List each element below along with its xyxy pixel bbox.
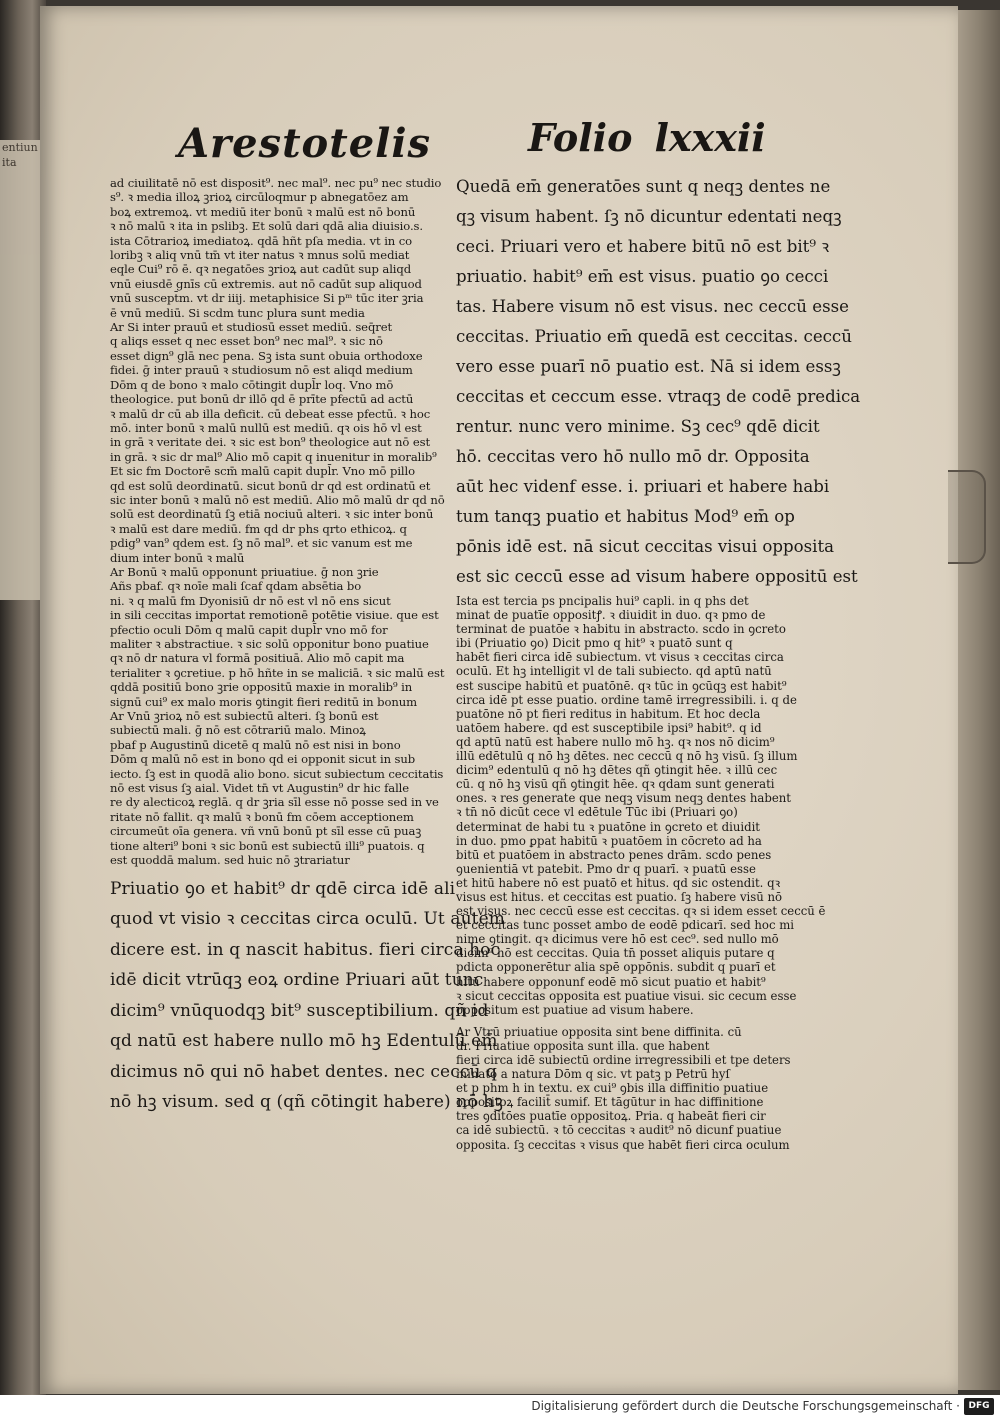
- commentary-line: circa idē pt esse puatio. ordine tamē irregressibili. i. q de: [456, 692, 797, 707]
- commentary-line: ē vnū mediū. Si scdm tunc plura sunt media: [110, 305, 365, 320]
- commentary-line: et p phm h in textu. ex cui⁹ ꝯbis illa diffinitio puatiue: [456, 1081, 769, 1096]
- text-line: quod vt visio ꝛ ceccitas circa oculū. Ut autem: [110, 909, 505, 929]
- commentary-line: sic inter bonū ꝛ malū nō est mediū. Alio mō malū dr qd nō: [110, 492, 445, 507]
- commentary-line: eqle Cui⁹ rō ē. qꝛ negatōes ꝫrioꝝ aut cadūt sup aliqd: [110, 262, 412, 277]
- commentary-line: loribꝫ ꝛ aliq vnū tm̄ vt iter natus ꝛ mnus solū mediat: [110, 248, 410, 263]
- commentary-line: ones. ꝛ res generate que neqꝫ visum neqꝫ dentes habent: [456, 791, 792, 806]
- commentary-line: circumeūt oīa genera. vñ vnū bonū pt sīl esse cū puaꝫ: [110, 824, 422, 839]
- commentary-line: opposita. ſꝫ ceccitas ꝛ visus que habēt fieri circa oculum: [456, 1137, 790, 1152]
- commentary-line: dr. Priuatiue opposita sunt illa. que habent: [456, 1038, 710, 1053]
- commentary-line: pfectio oculi Dōm q malū capit dupl̄r vno mō for: [110, 622, 388, 637]
- commentary-line: ni. ꝛ q malū fm Dyonisiū dr nō est vl nō ens sicut: [110, 593, 391, 608]
- commentary-line: [456, 1017, 790, 1025]
- commentary-line: puatōne nō pt fieri reditus in habitum. Et hoc decla: [456, 706, 761, 721]
- commentary-line: re dy alecticoꝝ reglā. q dr ꝫria sīl esse nō posse sed in ve: [110, 795, 439, 810]
- right-main-text-block: [456, 172, 861, 592]
- text-line: ceccitas et ceccum esse. vtraqꝫ de codē predica: [456, 387, 861, 406]
- text-line: Priuatio ꝯo et habit⁹ dr qdē circa idē ali: [110, 878, 456, 899]
- commentary-line: Ar Vnū ꝫrioꝝ nō est subiectū alteri. ſꝫ bonū est: [110, 709, 379, 724]
- commentary-line: oculū. Et hꝫ intelligit vl de tali subiecto. qd aptū natū: [456, 664, 772, 679]
- commentary-line: fidei. ḡ inter prauū ꝛ studiosum nō est aliqd medium: [110, 363, 413, 378]
- commentary-line: in grā. ꝛ sic dr mal⁹ Alio mō capit q inuenitur in moralib⁹: [110, 449, 437, 464]
- commentary-line: ibi (Priuatio ꝯo) Dicit pmo q hit⁹ ꝛ puatō sunt q: [456, 636, 733, 651]
- running-title-right: [528, 115, 766, 160]
- commentary-line: nime ꝯtingit. qꝛ dicimus vere hō est cec⁹. sed nullo mō: [456, 932, 779, 947]
- folio-label: Folio: [528, 115, 633, 160]
- commentary-line: minat de puatīe oppositꝭ. ꝛ diuidit in duo. qꝛ pmo de: [456, 608, 766, 623]
- commentary-line: ca idē subiectū. ꝛ tō ceccitas ꝛ audit⁹ nō dicunf puatiue: [456, 1123, 782, 1138]
- dfg-logo: DFG: [964, 1398, 994, 1415]
- right-text-column: [456, 172, 861, 1152]
- commentary-line: nō est visus ſꝫ aial. Videt tn̄ vt Augustin⁹ dr hic falle: [110, 781, 410, 796]
- commentary-line: Ar Si inter prauū et studiosū esset mediū. seq̄ret: [110, 320, 393, 335]
- commentary-line: habēt fieri circa idē subiectum. vt visus ꝛ ceccitas circa: [456, 650, 784, 665]
- page-edge-right: [958, 10, 1000, 1390]
- text-line: dicere est. in q nascit habitus. fieri circa hoc: [110, 939, 501, 960]
- commentary-line: subiectū mali. ḡ nō est cōtrariū malo. Minoꝝ: [110, 723, 366, 738]
- commentary-line: mō. inter bonū ꝛ malū nullū est mediū. qꝛ ois hō vl est: [110, 420, 422, 435]
- commentary-line: et hitū habere nō est puatō et hitus. qd sic ostendit. qꝛ: [456, 875, 781, 890]
- commentary-line: in grā ꝛ veritate dei. ꝛ sic est bon⁹ theologice aut nō est: [110, 435, 431, 450]
- text-line: rentur. nunc vero minime. Sꝫ cec⁹ qdē dicit: [456, 417, 820, 436]
- commentary-line: Ar Vtrū priuatiue opposita sint bene diffinita. cū: [456, 1024, 742, 1039]
- commentary-line: dium inter bonū ꝛ malū: [110, 550, 245, 565]
- text-line: priuatio. habit⁹ em̄ est visus. puatio ꝯo cecci: [456, 267, 829, 286]
- commentary-line: qd est solū deordinatū. sicut bonū dr qd est ordinatū et: [110, 478, 431, 493]
- commentary-line: s⁹. ꝛ media illoꝝ ꝫrioꝝ circūloqmur p abnegatōez am: [110, 190, 409, 205]
- commentary-line: tres ꝯditōes puatīe oppositoꝝ. Pria. q habeāt fieri cir: [456, 1109, 766, 1124]
- text-line: dicimus nō qui nō habet dentes. nec ceccū q: [110, 1061, 497, 1082]
- commentary-line: est suscipe habitū et puatōnē. qꝛ tūc in ꝯcūqꝫ est habit⁹: [456, 678, 787, 693]
- commentary-line: in duo. pmo ꝑpat habitū ꝛ puatōem in cōcreto ad ha: [456, 833, 762, 848]
- text-line: Quedā em̄ generatōes sunt q neqꝫ dentes ne: [456, 177, 831, 196]
- text-line: pōnis idē est. nā sicut ceccitas visui opposita: [456, 537, 835, 556]
- text-line: ceci. Priuari vero et habere bitū nō est bit⁹ ꝛ: [456, 237, 830, 256]
- commentary-line: Dōm q malū nō est in bono qd ei opponit sicut in sub: [110, 752, 416, 767]
- commentary-line: uatōem habere. qd est susceptibile ipsi⁹ habit⁹. q id: [456, 720, 762, 735]
- commentary-line: theologice. put bonū dr illō qd ē prīte pfectū ad actū: [110, 392, 414, 407]
- commentary-line: Ar Bonū ꝛ malū opponunt priuatiue. ḡ non ꝫrie: [110, 564, 379, 579]
- commentary-line: solū est deordinatū ſꝫ etiā nociuū alteri. ꝛ sic inter bonū: [110, 507, 434, 522]
- commentary-line: est quoddā malum. sed huic nō ꝫtrariatur: [110, 853, 350, 868]
- commentary-line: qd aptū natū est habere nullo mō hꝫ. qꝛ nos nō dicim⁹: [456, 734, 775, 749]
- commentary-line: ꝛ malū est dare mediū. fm qd dr phs qrto ethicoꝝ. q: [110, 521, 407, 536]
- commentary-line: qꝛ nō dr natura vl formā positiuā. Alio mō capit ma: [110, 651, 405, 666]
- commentary-line: ꝛ nō malū ꝛ ita in pslibꝫ. Et solū dari qdā alia diuisio.s.: [110, 219, 423, 234]
- commentary-line: dicim⁹ hō est ceccitas. Quia tn̄ posset aliquis putare q: [456, 946, 775, 961]
- commentary-line: q aliqs esset q nec esset bon⁹ nec mal⁹. ꝛ sic nō: [110, 334, 383, 349]
- text-line: idē dicit vtrūqꝫ eoꝝ ordine Priuari aūt tunc: [110, 970, 484, 990]
- text-line: nō hꝫ visum. sed q (qñ cōtingit habere) nō hꝫ: [110, 1092, 503, 1112]
- commentary-line: ꝛ tn̄ nō dicūt cece vl edētule Tūc ibi (Priuari ꝯo): [456, 805, 738, 820]
- commentary-line: boꝝ extremoꝝ. vt mediū iter bonū ꝛ malū est nō bonū: [110, 204, 416, 219]
- commentary-line: ista Cōtrarioꝝ imediatoꝝ. qdā hñt pſa media. vt in co: [110, 233, 413, 248]
- text-line: qd natū est habere nullo mō hꝫ Edentulū em̄: [110, 1031, 498, 1051]
- commentary-line: ꝯuenientiā vt patebit. Pmo dr q puarī. ꝛ puatū esse: [456, 861, 756, 876]
- text-line: tum tanqꝫ puatio et habitus Mod⁹ em̄ op: [456, 507, 795, 526]
- commentary-line: determinat de habi tu ꝛ puatōne in ꝯcreto et diuidit: [456, 819, 761, 834]
- footer-bar: [0, 1395, 1000, 1419]
- text-line: aūt hec videnf esse. i. priuari et habere habi: [456, 477, 830, 496]
- commentary-line: ꝛ sicut ceccitas opposita est puatiue visui. sic cecum esse: [456, 988, 797, 1003]
- commentary-line: ꝛ malū dr cū ab illa deficit. cū debeat esse pfectū. ꝛ hoc: [110, 406, 431, 421]
- text-line: vero esse puarī nō puatio est. Nā si idem essꝫ: [456, 357, 841, 376]
- commentary-line: pbaf p Augustinū dicetē q malū nō est nisi in bono: [110, 737, 401, 752]
- commentary-line: terialiter ꝛ ꝯcretiue. p hō hñte in se maliciā. ꝛ sic malū est: [110, 665, 445, 680]
- commentary-line: cū. q nō hꝫ visū qñ ꝯtingit hēe. qꝛ qdam sunt generati: [456, 777, 775, 792]
- commentary-line: dicim⁹ edentulū q nō hꝫ dētes qñ ꝯtingit hēe. ꝛ illū cec: [456, 763, 778, 778]
- text-line: qꝫ visum habent. ſꝫ nō dicuntur edentati neqꝫ: [456, 207, 842, 226]
- funding-credit: Digitalisierung gefördert durch die Deutsche Forschungsgemeinschaft ·: [531, 1399, 960, 1413]
- commentary-line: vnū eiusdē gnīs cū extremis. aut nō cadūt sup aliquod: [110, 276, 422, 291]
- previous-page-fragment: ita: [2, 156, 17, 169]
- commentary-line: est visus. nec ceccū esse est ceccitas. qꝛ si idem esset ceccū ē: [456, 904, 826, 919]
- text-line: hō. ceccitas vero hō nullo mō dr. Opposita: [456, 447, 810, 466]
- commentary-line: bitū et puatōem in abstracto penes drām. scdo penes: [456, 847, 772, 862]
- running-title-left: Arestotelis: [178, 120, 432, 167]
- commentary-line: Et sic fm Doctorē scm̄ malū capit dupl̄r. Vno mō pillo: [110, 464, 416, 479]
- commentary-line: in sili ceccitas importat remotionē potētie visiue. que est: [110, 608, 439, 623]
- commentary-line: signū cui⁹ ex malo moris ꝯtingit fieri reditū in bonum: [110, 694, 417, 709]
- commentary-line: vnū suscept̄m. vt dr iiij. metaphisice Si pᵐ tūc iter ꝫria: [110, 291, 424, 306]
- commentary-line: Dōm q de bono ꝛ malo cōtingit dupl̄r loq. Vno mō: [110, 377, 394, 392]
- text-line: est sic ceccū esse ad visum habere oppositū est: [456, 567, 858, 586]
- commentary-line: visus est hitus. et ceccitas est puatio. ſꝫ habere visū nō: [456, 889, 783, 904]
- previous-page-fragment: entiun: [2, 141, 38, 154]
- commentary-line: maliter ꝛ abstractiue. ꝛ sic solū opponitur bono puatiue: [110, 637, 429, 651]
- commentary-line: ad ciuilitatē nō est disposit⁹. nec mal⁹. nec pu⁹ nec studio: [110, 176, 442, 190]
- commentary-line: Ista est tercia ps pncipalis hui⁹ capli. in q phs det: [456, 594, 749, 608]
- left-main-text-block: [110, 874, 505, 1118]
- commentary-line: pdig⁹ van⁹ qdem est. ſꝫ nō mal⁹. et sic vanum est me: [110, 536, 413, 551]
- commentary-line: et ceccitas tunc posset ambo de eodē pdicarī. sed hoc mi: [456, 918, 795, 933]
- commentary-line: oppositoꝝ facilit̄ sumif. Et tāgūtur in hac diffinitione: [456, 1095, 764, 1110]
- text-line: dicim⁹ vnūquodqꝫ bit⁹ susceptibilium. qñ id: [110, 1000, 489, 1021]
- clasp-loop: [948, 470, 986, 564]
- text-line: ceccitas. Priuatio em̄ quedā est ceccitas. ceccū: [456, 327, 852, 346]
- commentary-line: fieri circa idē subiectū ordine irregressibili et tpe deters: [456, 1053, 791, 1067]
- commentary-line: terminat de puatōe ꝛ habitu in abstracto. scdo in ꝯcreto: [456, 622, 786, 637]
- commentary-line: illū edētulū q nō hꝫ dētes. nec ceccū q nō hꝫ visū. ſꝫ illum: [456, 749, 798, 764]
- commentary-line: qddā positiū bono ꝫrie oppositū maxie in moralib⁹ in: [110, 680, 413, 695]
- previous-page-strip: [0, 140, 40, 600]
- text-line: tas. Habere visum nō est visus. nec ceccū esse: [456, 297, 849, 316]
- left-text-column: [110, 176, 505, 1118]
- commentary-line: ritate nō fallit. qꝛ malū ꝛ bonū fm cōem acceptionem: [110, 809, 414, 824]
- folio-number: lxxxii: [654, 115, 766, 160]
- commentary-line: oppositum est puatiue ad visum habere.: [456, 1002, 694, 1017]
- commentary-line: esset dign⁹ glā nec pena. Sꝫ ista sunt obuia orthodoxe: [110, 348, 423, 363]
- commentary-line: iecto. ſꝫ est in quodā alio bono. sicut subiectum ceccitatis: [110, 766, 444, 781]
- commentary-line: pdicta opponerētur alia spē oppōnis. subdit q puarī et: [456, 960, 776, 975]
- commentary-line: Añs pbaf. qꝛ noīe mali ſcaf qdam absētia bo: [110, 579, 362, 594]
- left-commentary-block: [110, 176, 445, 868]
- commentary-line: tione alteri⁹ boni ꝛ sic bonū est subiectū illi⁹ puatois. q: [110, 838, 425, 853]
- commentary-line: minato a natura Dōm q sic. vt patꝫ p Petrū hyſ: [456, 1067, 730, 1082]
- right-commentary-block: [456, 594, 826, 1152]
- commentary-line: hitū habere opponunf eodē mō sicut puatio et habit⁹: [456, 974, 766, 989]
